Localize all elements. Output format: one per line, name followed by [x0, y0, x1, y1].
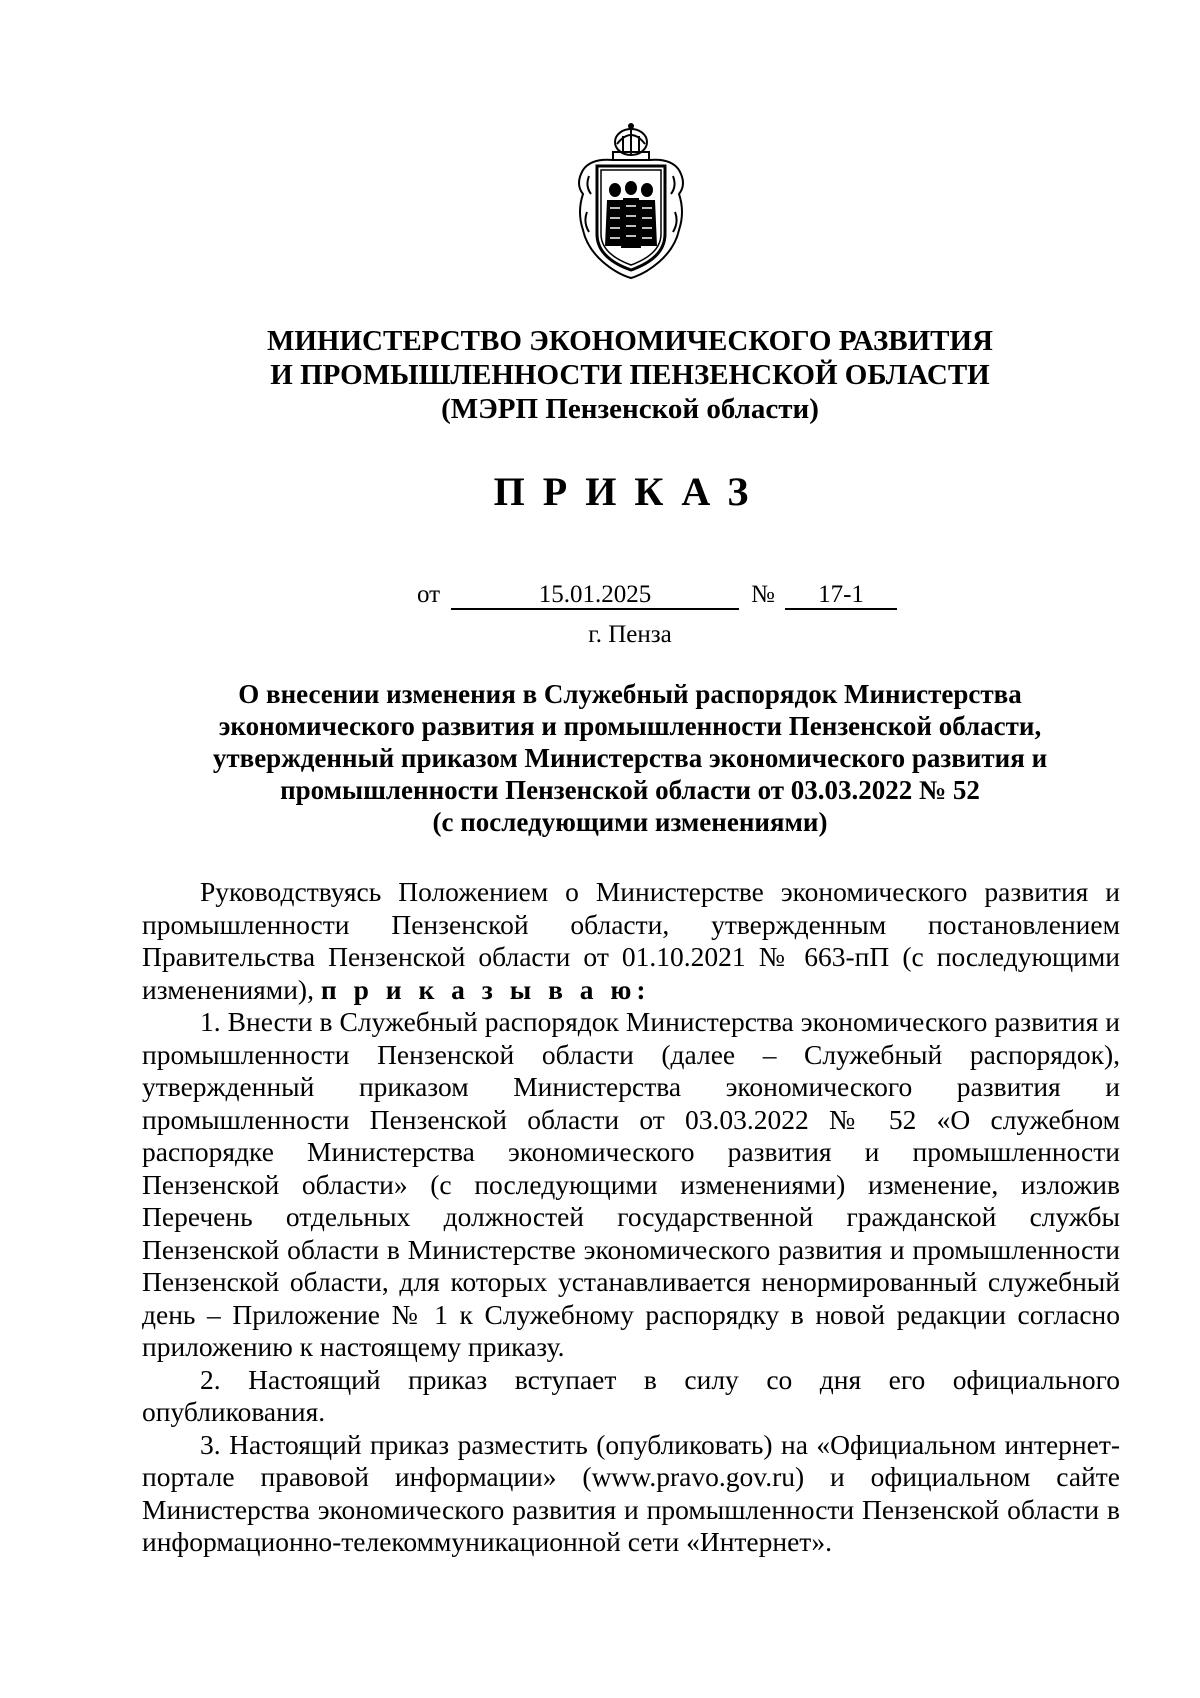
number-label: №: [751, 581, 775, 608]
city-name: г. Пенза: [588, 621, 672, 648]
date-label: от: [417, 581, 441, 608]
date-value: 15.01.2025: [451, 578, 739, 610]
order-subject: [0, 678, 1200, 838]
coat-of-arms-icon: [573, 122, 689, 280]
subject-line-1: О внесении изменения в Служебный распорядок Министерства: [238, 679, 1022, 709]
item-2-paragraph: 2. Настоящий приказ вступает в силу со дня его официального опубликования.: [142, 1363, 1120, 1427]
ministry-name-line-1: МИНИСТЕРСТВО ЭКОНОМИЧЕСКОГО РАЗВИТИЯ: [267, 325, 993, 357]
document-title: ПРИКАЗ: [493, 469, 767, 514]
order-word: п р и к а з ы в а ю:: [320, 973, 651, 1005]
subject-line-4: промышленности Пензенской области от 03.03.2022 № 52: [280, 775, 980, 805]
item-1-paragraph: 1. Внести в Служебный распорядок Министерства экономического развития и промышленности Пензенской области (далее – Служебный распорядок), утвержденный приказом Министерства экономического развития и промышленности Пензенской области от 03.03.2022 № 52 «О служебном распорядке Министерства экономического развития и промышленности Пензенской области» (с последующими изменениями) изменение, изложив Перечень отдельных должностей государственной гражданской службы Пензенской области в Министерстве экономического развития и промышленности Пензенской области, для которых устанавливается ненормированный служебный день – Приложение № 1 к Служебному распорядку в новой редакции согласно приложению к настоящему приказу.: [142, 1006, 1120, 1362]
ministry-short-name: (МЭРП Пензенской области): [441, 393, 819, 425]
subject-line-3: утвержденный приказом Министерства экономического развития и: [212, 743, 1048, 773]
number-value: 17-1: [785, 578, 897, 610]
subject-line-5: (с последующими изменениями): [432, 807, 828, 837]
item-3-paragraph: 3. Настоящий приказ разместить (опубликовать) на «Официальном интернет-портале правовой информации» (www.pravo.gov.ru) и официальном сайте Министерства экономического развития и промышленности Пензенской области в информационно-телекоммуникационной сети «Интернет».: [142, 1428, 1120, 1557]
order-body: [142, 876, 1120, 1559]
preamble-text: Руководствуясь Положением о Министерстве экономического развития и промышленности Пензенской области, утвержденным постановлением Правительства Пензенской области от 01.10.2021 № 663-пП (с последующими изменениями),: [142, 876, 1120, 1005]
subject-line-2: экономического развития и промышленности Пензенской области,: [218, 711, 1042, 741]
ministry-name-line-2: И ПРОМЫШЛЕННОСТИ ПЕНЗЕНСКОЙ ОБЛАСТИ: [270, 359, 990, 391]
preamble-paragraph: [142, 876, 1120, 1006]
